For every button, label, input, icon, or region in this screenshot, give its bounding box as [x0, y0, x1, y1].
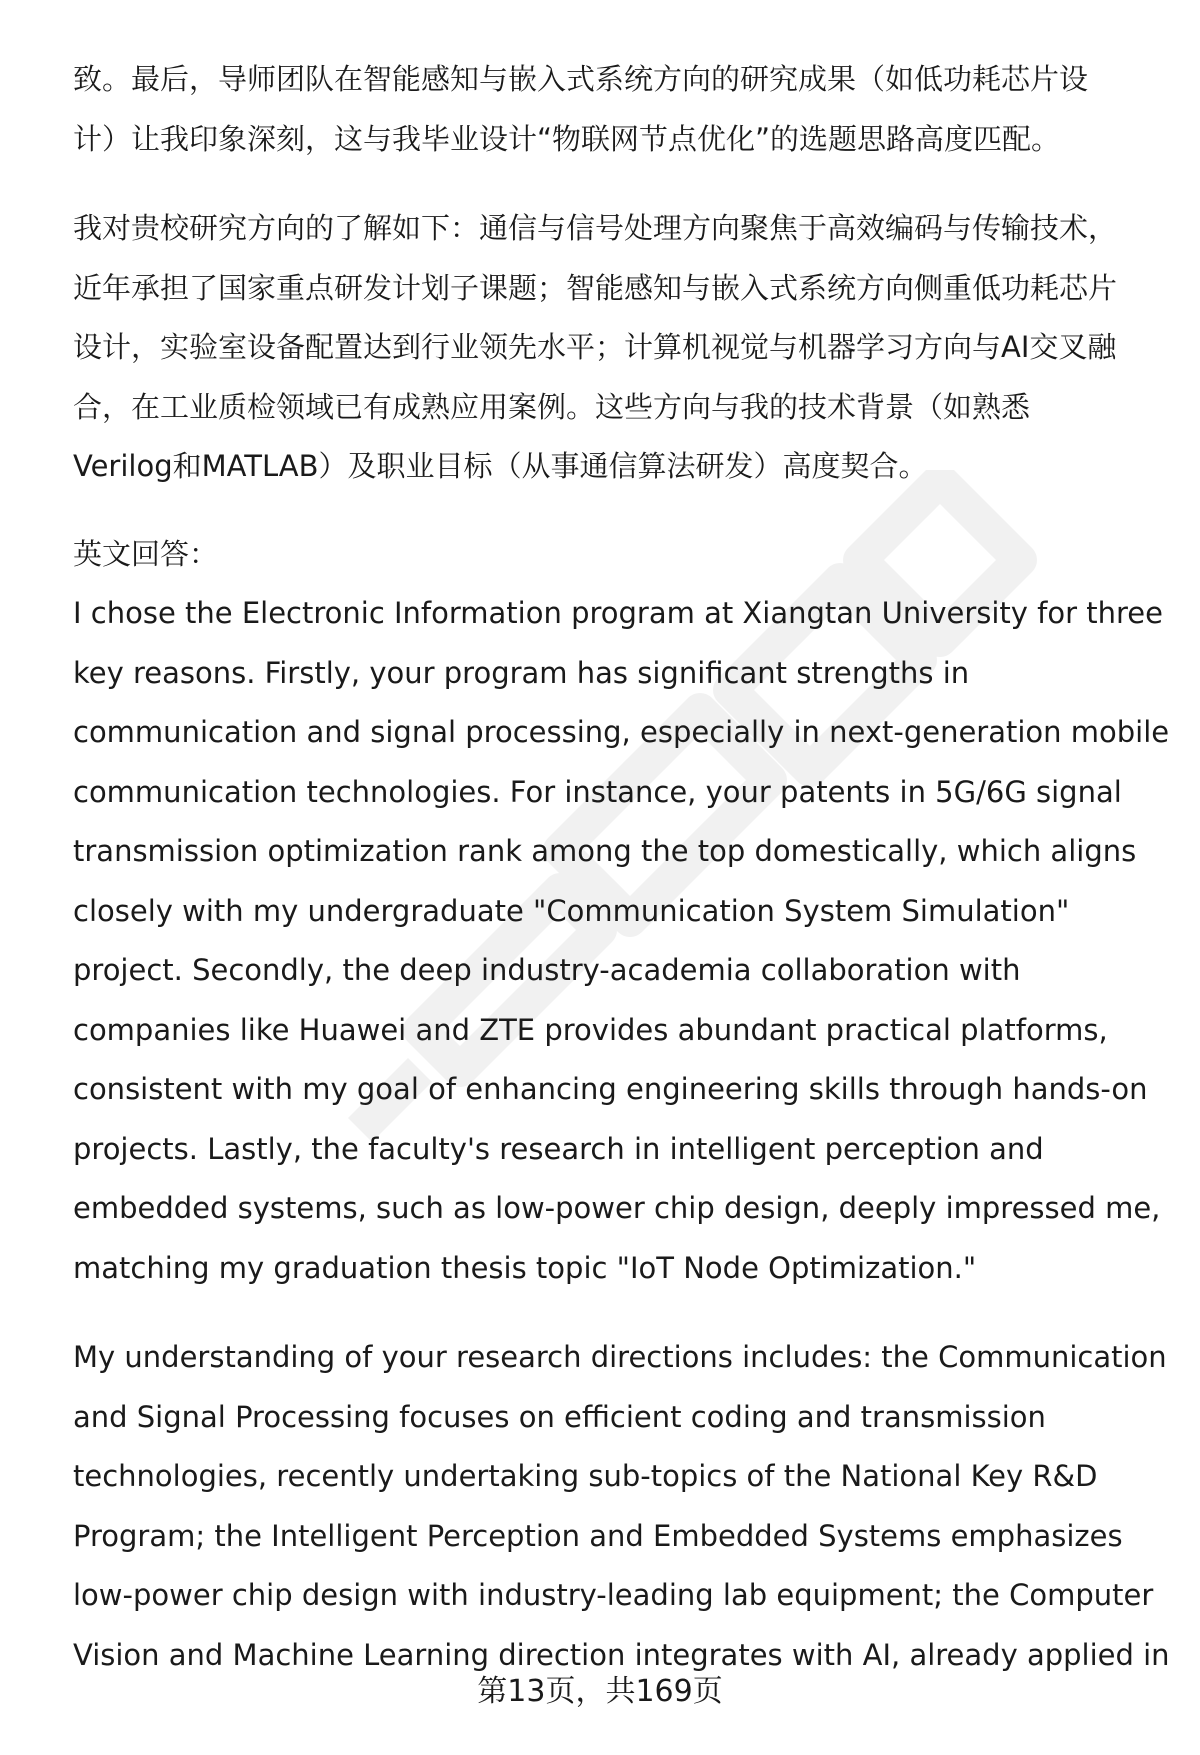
text-line: communication technologies. For instance, your patents in 5G/6G signal: [73, 774, 1122, 809]
text-line: Verilog和MATLAB）及职业目标（从事通信算法研发）高度契合。: [73, 449, 928, 483]
chinese-paragraph: [73, 50, 1153, 169]
text-line: 计）让我印象深刻，这与我毕业设计“物联网节点优化”的选题思路高度匹配。: [73, 121, 1061, 156]
text-line: projects. Lastly, the faculty's research in intelligent perception and: [73, 1131, 1044, 1166]
text-line: key reasons. Firstly, your program has significant strengths in: [73, 655, 970, 690]
chinese-paragraph: [73, 199, 1153, 497]
text-line: My understanding of your research directions includes: the Communication: [73, 1340, 1167, 1374]
text-line: 近年承担了国家重点研发计划子课题；智能感知与嵌入式系统方向侧重低功耗芯片: [73, 270, 1118, 305]
text-line: I chose the Electronic Information program at Xiangtan University for three: [73, 596, 1163, 630]
chinese-answer: [73, 50, 1153, 497]
text-line: consistent with my goal of enhancing engineering skills through hands-on: [73, 1072, 1148, 1106]
text-line: low-power chip design with industry-leading lab equipment; the Computer: [73, 1578, 1154, 1612]
text-line: embedded systems, such as low-power chip design, deeply impressed me,: [73, 1191, 1161, 1225]
english-answer: [73, 584, 1170, 1685]
text-line: Program; the Intelligent Perception and Embedded Systems emphasizes: [73, 1518, 1123, 1553]
text-line: Vision and Machine Learning direction integrates with AI, already applied in: [73, 1637, 1170, 1672]
text-line: 致。最后，导师团队在智能感知与嵌入式系统方向的研究成果（如低功耗芯片设: [73, 62, 1089, 96]
text-line: companies like Huawei and ZTE provides abundant practical platforms,: [73, 1012, 1108, 1047]
text-line: 我对贵校研究方向的了解如下：通信与信号处理方向聚焦于高效编码与传输技术，: [73, 211, 1118, 245]
text-line: 设计，实验室设备配置达到行业领先水平；计算机视觉与机器学习方向与AI交叉融: [73, 330, 1117, 364]
page-number: 第13页，共169页: [477, 1674, 723, 1709]
english-answer-label: 英文回答：: [73, 536, 219, 571]
english-paragraph: [73, 584, 1170, 1298]
document-page: [73, 50, 1170, 1685]
text-line: technologies, recently undertaking sub-topics of the National Key R&D: [73, 1459, 1098, 1493]
text-line: project. Secondly, the deep industry-academia collaboration with: [73, 953, 1021, 987]
text-line: communication and signal processing, especially in next-generation mobile: [73, 715, 1170, 749]
text-line: matching my graduation thesis topic "IoT Node Optimization.": [73, 1250, 977, 1285]
text-line: and Signal Processing focuses on efficient coding and transmission: [73, 1399, 1046, 1434]
text-line: 合，在工业质检领域已有成熟应用案例。这些方向与我的技术背景（如熟悉: [73, 389, 1031, 424]
text-line: transmission optimization rank among the top domestically, which aligns: [73, 834, 1137, 868]
text-line: closely with my undergraduate "Communication System Simulation": [73, 893, 1070, 928]
english-paragraph: [73, 1328, 1170, 1685]
